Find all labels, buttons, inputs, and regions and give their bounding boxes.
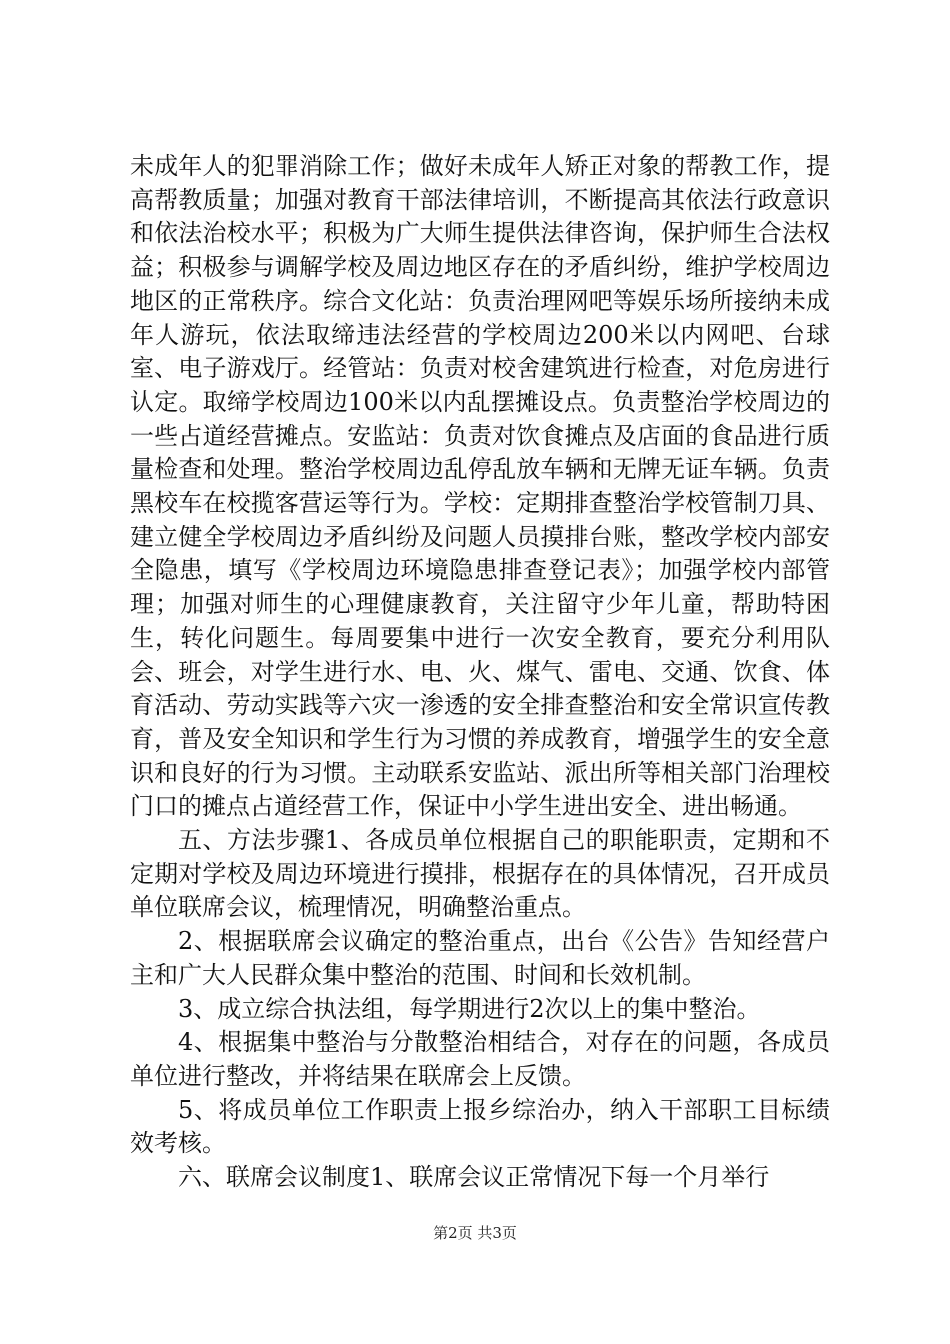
paragraph-step-5: 5、将成员单位工作职责上报乡综治办，纳入干部职工目标绩效考核。 <box>130 1095 830 1158</box>
paragraph-section-six: 六、联席会议制度1、联席会议正常情况下每一个月举行 <box>178 1163 770 1192</box>
paragraph-step-3: 3、成立综合执法组，每学期进行2次以上的集中整治。 <box>178 994 761 1023</box>
paragraph-step-2: 2、根据联席会议确定的整治重点，出台《公告》告知经营户主和广大人民群众集中整治的范围、时间和长效机制。 <box>130 927 830 989</box>
paragraph-duties: 未成年人的犯罪消除工作；做好未成年人矫正对象的帮教工作，提高帮教质量；加强对教育干部法律培训，不断提高其依法行政意识和依法治校水平；积极为广大师生提供法律咨询，保护师生合法权益；积极参与调解学校及周边地区存在的矛盾纠纷，维护学校周边地区的正常秩序。综合文化站：负责治理网吧等娱乐场所接纳未成年人游玩，依法取缔违法经营的学校周边200米以内网吧、台球室、电子游戏厅。经管站：负责对校舍建筑进行检查，对危房进行认定。取缔学校周边100米以内乱摆摊设点。负责整治学校周边的一些占道经营摊点。安监站：负责对饮食摊点及店面的食品进行质量检查和处理。整治学校周边乱停乱放车辆和无牌无证车辆。负责黑校车在校揽客营运等行为。学校：定期排查整治学校管制刀具、建立健全学校周边矛盾纠纷及问题人员摸排台账，整改学校内部安全隐患，填写《学校周边环境隐患排查登记表》；加强学校内部管理；加强对师生的心理健康教育，关注留守少年儿童，帮助特困生，转化问题生。每周要集中进行一次安全教育，要充分利用队会、班会，对学生进行水、电、火、煤气、雷电、交通、饮食、体育活动、劳动实践等六灾一渗透的安全排查整治和安全常识宣传教育，普及安全知识和学生行为习惯的养成教育，增强学生的安全意识和良好的行为习惯。主动联系安监站、派出所等相关部门治理校门口的摊点占道经营工作，保证中小学生进出安全、进出畅通。 <box>130 152 830 821</box>
body-text <box>130 150 830 1195</box>
page-number-footer: 第2页 共3页 <box>433 1224 517 1242</box>
paragraph-step-4: 4、根据集中整治与分散整治相结合，对存在的问题，各成员单位进行整改，并将结果在联席会上反馈。 <box>130 1028 830 1090</box>
paragraph-section-five: 五、方法步骤1、各成员单位根据自己的职能职责，定期和不定期对学校及周边环境进行摸排，根据存在的具体情况，召开成员单位联席会议，梳理情况，明确整治重点。 <box>130 826 830 922</box>
